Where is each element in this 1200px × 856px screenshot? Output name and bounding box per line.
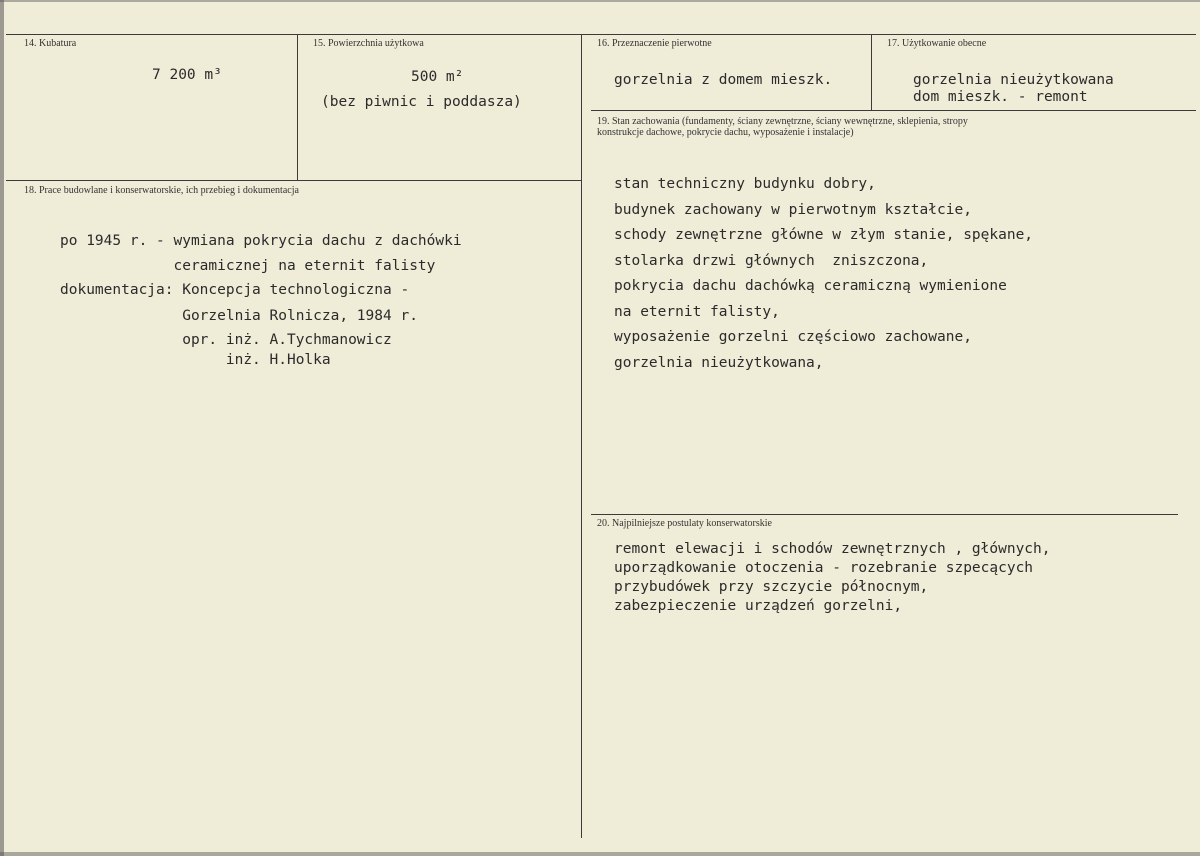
rule-above-18 — [6, 180, 582, 181]
value-uzytkowanie-1: gorzelnia nieużytkowana — [913, 72, 1114, 88]
text-line: gorzelnia nieużytkowana, — [614, 354, 824, 371]
text-line: opr. inż. A.Tychmanowicz — [60, 331, 392, 348]
text-line: Gorzelnia Rolnicza, 1984 r. — [60, 307, 418, 324]
bottom-edge — [0, 852, 1200, 856]
text-line: stolarka drzwi głównych zniszczona, — [614, 252, 929, 269]
left-edge — [0, 0, 4, 856]
text-line: przybudówek przy szczycie północnym, — [614, 579, 929, 595]
text-line: dokumentacja: Koncepcja technologiczna - — [60, 282, 410, 298]
rule-above-20 — [591, 514, 1178, 515]
top-edge — [0, 0, 1200, 2]
label-stan-zachowania: 19. Stan zachowania (fundamenty, ściany zewnętrzne, ściany wewnętrzne, sklepienia, stropy konstrukcje dachowe, pokrycie dachu, wyposażenie i instalacje) — [597, 116, 968, 138]
text-line: remont elewacji i schodów zewnętrznych , głównych, — [614, 541, 1051, 557]
label-prace-budowlane: 18. Prace budowlane i konserwatorskie, ich przebieg i dokumentacja — [24, 185, 299, 196]
text-line: po 1945 r. - wymiana pokrycia dachu z dachówki — [60, 233, 462, 249]
stan-zachowania-text — [614, 172, 1033, 376]
label-powierzchnia: 15. Powierzchnia użytkowa — [313, 38, 424, 49]
text-line: wyposażenie gorzelni częściowo zachowane, — [614, 329, 972, 345]
text-line: uporządkowanie otoczenia - rozebranie szpecących — [614, 560, 1034, 576]
value-powierzchnia: 500 m² — [411, 69, 464, 85]
top-rule — [6, 34, 1196, 35]
value-uzytkowanie-2: dom mieszk. - remont — [913, 89, 1088, 105]
text-line: pokrycia dachu dachówką ceramiczną wymienione — [614, 278, 1007, 294]
label-postulaty: 20. Najpilniejsze postulaty konserwatorskie — [597, 518, 772, 529]
label-kubatura: 14. Kubatura — [24, 38, 77, 49]
center-divider — [581, 34, 582, 838]
text-line: zabezpieczenie urządzeń gorzelni, — [614, 598, 903, 614]
text-line: budynek zachowany w pierwotnym kształcie, — [614, 201, 972, 218]
postulaty-text — [614, 540, 1051, 616]
text-line: schody zewnętrzne główne w złym stanie, spękane, — [614, 227, 1034, 243]
value-przeznaczenie: gorzelnia z domem mieszk. — [614, 72, 833, 88]
label-przeznaczenie: 16. Przeznaczenie pierwotne — [597, 38, 712, 49]
divider-14-15 — [297, 34, 298, 180]
text-line: ceramicznej na eternit falisty — [60, 257, 436, 274]
value-kubatura: 7 200 m³ — [152, 67, 222, 83]
text-line: na eternit falisty, — [614, 303, 780, 320]
divider-16-17 — [871, 34, 872, 110]
value-powierzchnia-note: (bez piwnic i poddasza) — [321, 94, 522, 110]
rule-above-19 — [591, 110, 1196, 111]
label-uzytkowanie: 17. Użytkowanie obecne — [887, 38, 987, 49]
text-line: inż. H.Holka — [60, 351, 331, 368]
text-line: stan techniczny budynku dobry, — [614, 176, 876, 192]
prace-budowlane-text — [60, 229, 462, 369]
